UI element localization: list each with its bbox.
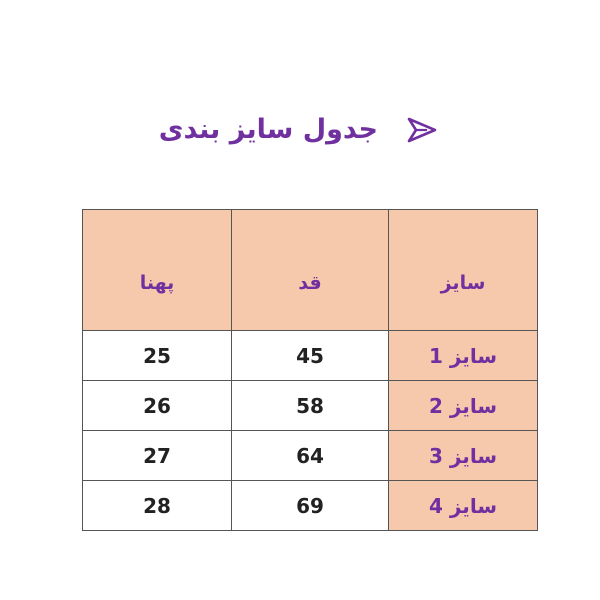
header-width: پهنا (83, 210, 232, 331)
cell-height: 69 (232, 481, 389, 531)
size-table (82, 209, 538, 531)
cell-size-label: سایز 3 (389, 431, 538, 481)
table-row (83, 431, 538, 481)
arrow-bullet-icon (407, 117, 437, 143)
cell-width: 27 (83, 431, 232, 481)
table-header-row (83, 210, 538, 331)
cell-height: 45 (232, 331, 389, 381)
cell-size-label: سایز 4 (389, 481, 538, 531)
header-size: سایز (389, 210, 538, 331)
title-row (0, 108, 600, 152)
cell-width: 26 (83, 381, 232, 431)
cell-width: 25 (83, 331, 232, 381)
page-title: جدول سایز بندی (158, 114, 378, 145)
table-row (83, 381, 538, 431)
table-row (83, 481, 538, 531)
cell-size-label: سایز 1 (389, 331, 538, 381)
cell-size-label: سایز 2 (389, 381, 538, 431)
cell-height: 64 (232, 431, 389, 481)
table-row (83, 331, 538, 381)
header-height: قد (232, 210, 389, 331)
cell-height: 58 (232, 381, 389, 431)
cell-width: 28 (83, 481, 232, 531)
